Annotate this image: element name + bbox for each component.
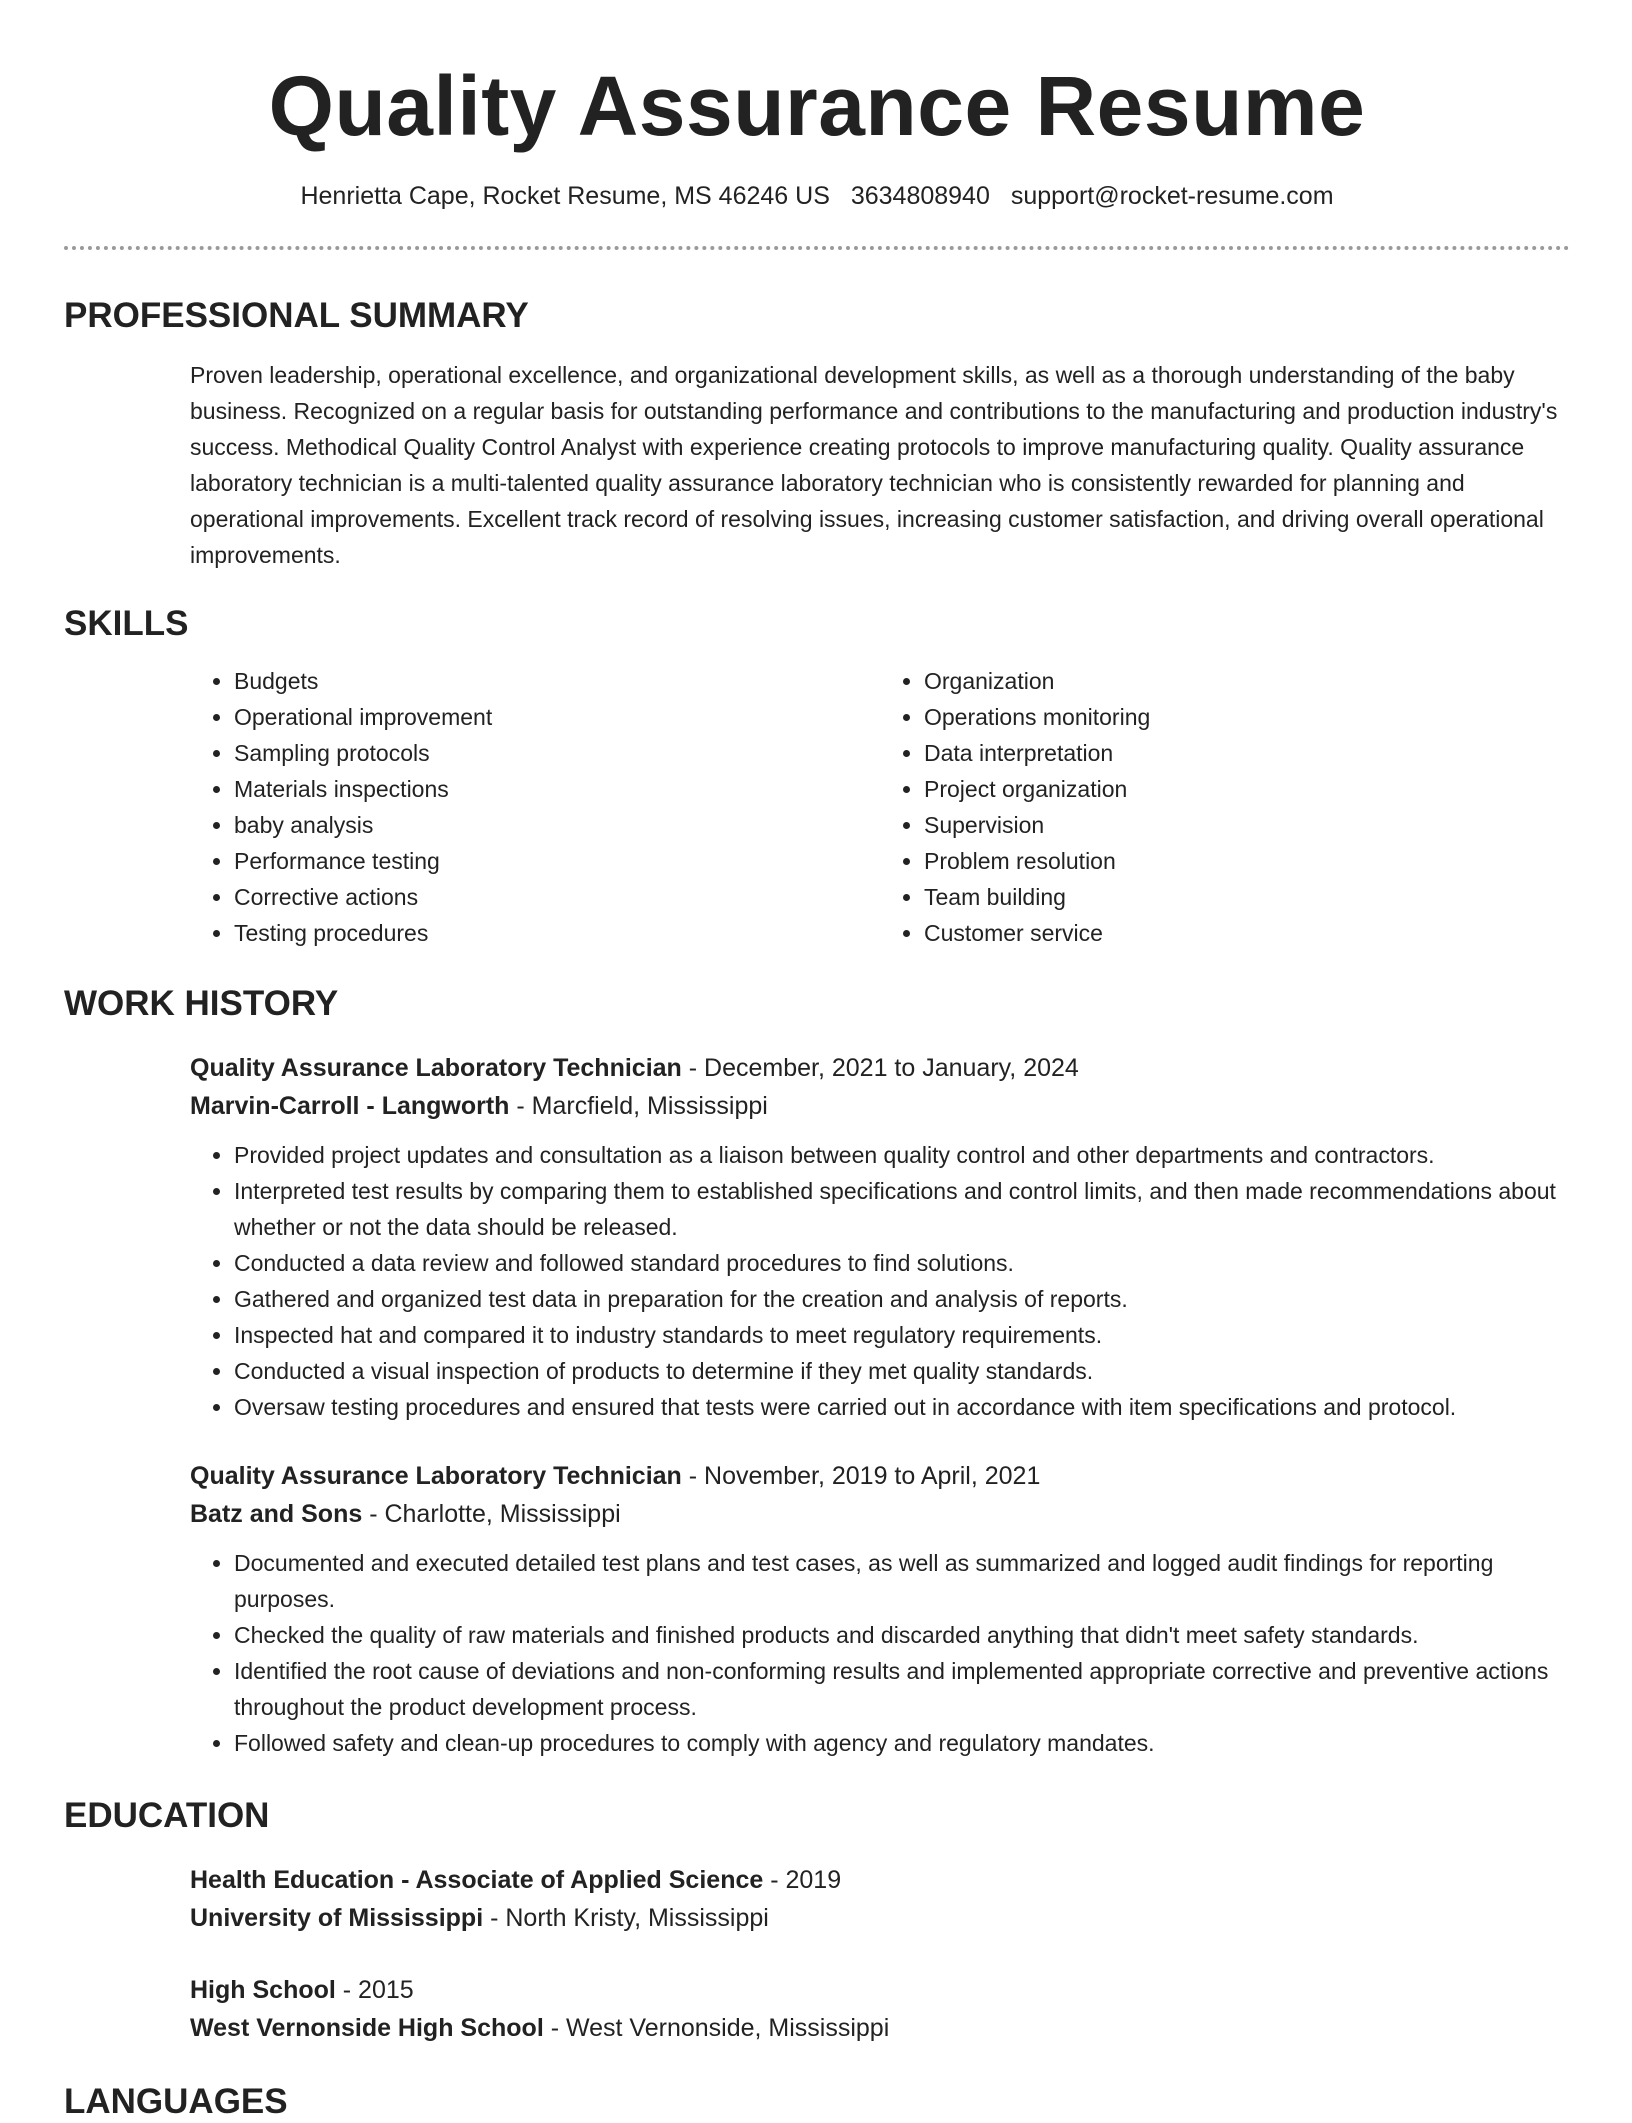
skill-item: • Performance testing (234, 843, 880, 879)
summary-text: Proven leadership, operational excellence, and organizational development skills, as well as a thorough understanding of the baby business. Recognized on a regular basis for outstanding performance and contributions to the manufacturing and production industry's success. Methodical Quality Control Analyst with experience creating protocols to improve manufacturing quality. Quality assurance laboratory technician is a multi-talented quality assurance laboratory technician who is consistently rewarded for planning and operational improvements. Excellent track record of resolving issues, increasing customer satisfaction, and driving overall operational improvements. (190, 362, 1558, 568)
skill-item: • Team building (924, 879, 1570, 915)
education-entry (190, 1971, 1570, 2047)
languages-heading: LANGUAGES (64, 2082, 288, 2121)
list-item: • Conducted a data review and followed standard procedures to find solutions. (234, 1245, 1570, 1281)
education-school: University of Mississippi (190, 1904, 484, 1932)
skills-list (190, 663, 1570, 951)
skill-item: • Data interpretation (924, 735, 1570, 771)
job-title: Quality Assurance Laboratory Technician (190, 1054, 682, 1082)
job-location: - Charlotte, Mississippi (362, 1500, 621, 1528)
skills-column-right (880, 663, 1570, 951)
job-bullets (190, 1137, 1570, 1425)
job-company: Batz and Sons (190, 1500, 363, 1528)
education-location: - North Kristy, Mississippi (483, 1904, 769, 1932)
list-item: • Provided project updates and consultation as a liaison between quality control and other departments and contractors. (234, 1137, 1570, 1173)
contact-line (64, 180, 1570, 212)
skill-item: • Budgets (234, 663, 880, 699)
education-school: West Vernonside High School (190, 2014, 544, 2042)
education-school-line (190, 2009, 1570, 2047)
list-item: • Gathered and organized test data in preparation for the creation and analysis of reports. (234, 1281, 1570, 1317)
job-location: - Marcfield, Mississippi (509, 1092, 768, 1120)
education-entry (190, 1861, 1570, 1937)
list-item: • Interpreted test results by comparing them to established specifications and control limits, and then made recommendations about whether or not the data should be released. (234, 1173, 1570, 1245)
skills-heading: SKILLS (64, 604, 189, 643)
education-degree: Health Education - Associate of Applied Science (190, 1866, 764, 1894)
list-item: • Conducted a visual inspection of products to determine if they met quality standards. (234, 1353, 1570, 1389)
education-location: - West Vernonside, Mississippi (543, 2014, 890, 2042)
list-item: • Identified the root cause of deviations and non-conforming results and implemented appropriate corrective and preventive actions throughout the product development process. (234, 1653, 1570, 1725)
education-year: - 2015 (335, 1976, 414, 2004)
education-degree-line (190, 1861, 1570, 1899)
list-item: • Followed safety and clean-up procedures to comply with agency and regulatory mandates. (234, 1725, 1570, 1761)
job-company-line (190, 1495, 1570, 1533)
resume-title: Quality Assurance Resume (268, 59, 1366, 153)
education-heading: EDUCATION (64, 1796, 270, 1835)
skill-item: • Project organization (924, 771, 1570, 807)
contact-email: support@rocket-resume.com (1010, 182, 1334, 210)
skill-item: • Materials inspections (234, 771, 880, 807)
job-entry (190, 1049, 1570, 1425)
job-title-line (190, 1457, 1570, 1495)
skill-item: • Problem resolution (924, 843, 1570, 879)
skill-item: • Customer service (924, 915, 1570, 951)
list-item: • Inspected hat and compared it to industry standards to meet regulatory requirements. (234, 1317, 1570, 1353)
list-item: • Documented and executed detailed test plans and test cases, as well as summarized and logged audit findings for reporting purposes. (234, 1545, 1570, 1617)
job-dates: - November, 2019 to April, 2021 (681, 1462, 1041, 1490)
job-entry (190, 1457, 1570, 1761)
contact-address: Henrietta Cape, Rocket Resume, MS 46246 US (300, 182, 830, 210)
skill-item: • Organization (924, 663, 1570, 699)
education-degree: High School (190, 1976, 336, 2004)
education-school-line (190, 1899, 1570, 1937)
skill-item: • Operational improvement (234, 699, 880, 735)
contact-phone: 3634808940 (850, 182, 990, 210)
job-title-line (190, 1049, 1570, 1087)
skill-item: • baby analysis (234, 807, 880, 843)
list-item: • Oversaw testing procedures and ensured that tests were carried out in accordance with item specifications and protocol. (234, 1389, 1570, 1425)
summary-heading: PROFESSIONAL SUMMARY (64, 296, 529, 335)
job-title: Quality Assurance Laboratory Technician (190, 1462, 682, 1490)
skill-item: • Sampling protocols (234, 735, 880, 771)
skills-column-left (190, 663, 880, 951)
skill-item: • Testing procedures (234, 915, 880, 951)
job-bullets (190, 1545, 1570, 1761)
skill-item: • Operations monitoring (924, 699, 1570, 735)
job-company-line (190, 1087, 1570, 1125)
list-item: • Checked the quality of raw materials and finished products and discarded anything that didn't meet safety standards. (234, 1617, 1570, 1653)
skill-item: • Supervision (924, 807, 1570, 843)
header-divider (64, 246, 1570, 250)
job-dates: - December, 2021 to January, 2024 (681, 1054, 1079, 1082)
skill-item: • Corrective actions (234, 879, 880, 915)
work-heading: WORK HISTORY (64, 984, 339, 1023)
resume-page (64, 0, 1570, 2123)
education-year: - 2019 (763, 1866, 842, 1894)
education-degree-line (190, 1971, 1570, 2009)
job-company: Marvin-Carroll - Langworth (190, 1092, 510, 1120)
